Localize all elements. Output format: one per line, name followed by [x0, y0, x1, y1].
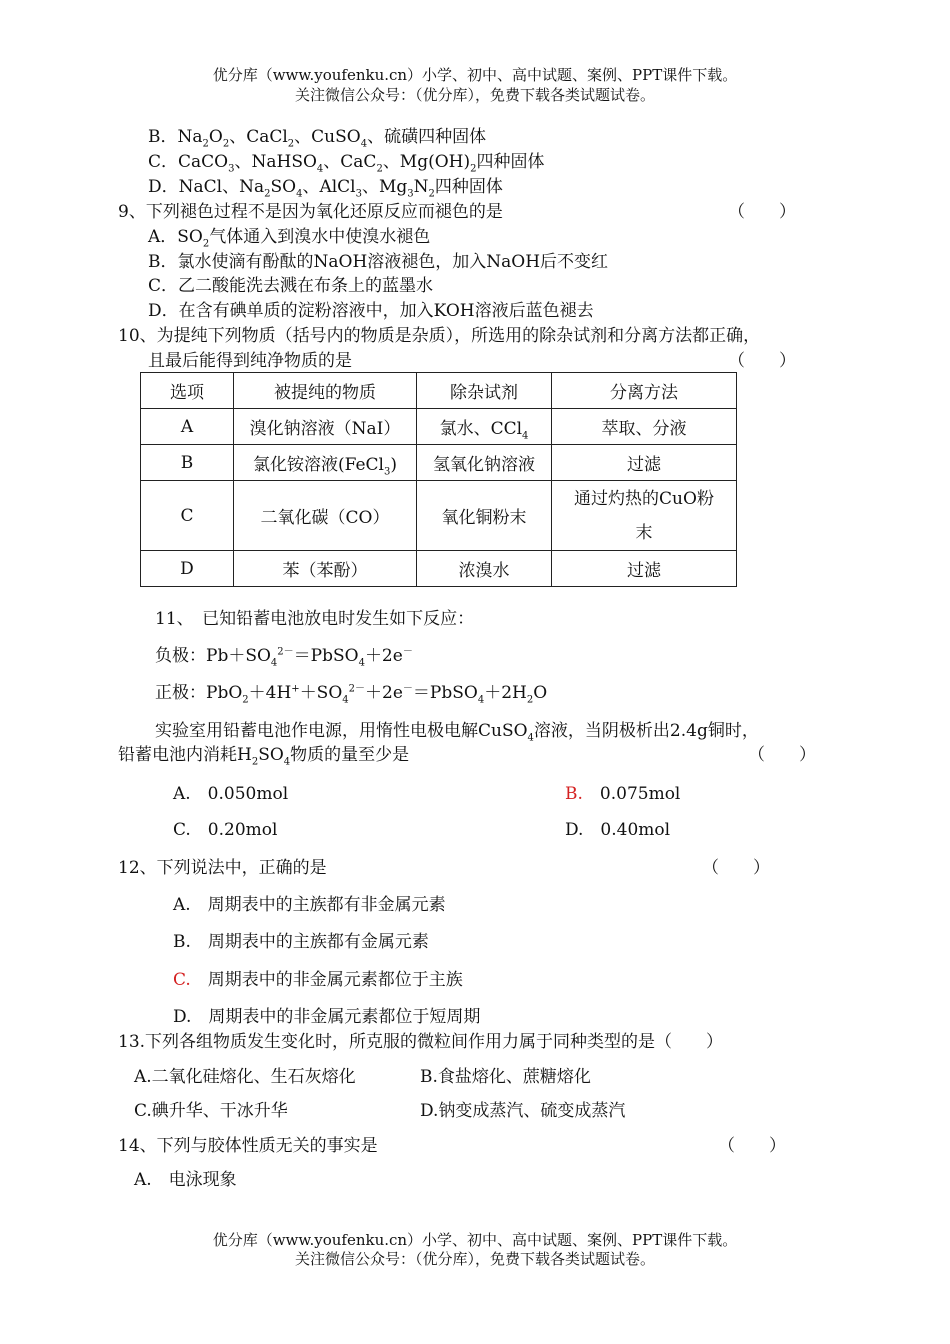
- table-cell-option: A: [141, 409, 234, 445]
- table-row: [141, 445, 737, 481]
- table-cell-method: 过滤: [552, 445, 737, 481]
- table-cell-substance: 溴化钠溶液（NaI）: [234, 409, 417, 445]
- q11-body-line-1: 实验室用铅蓄电池作电源，用惰性电极电解CuSO$_4$溶液，当阴极析出2.4g铜时，: [155, 721, 759, 744]
- q9-option-b: B．氯水使滴有酚酞的NaOH溶液褪色，加入NaOH后不变红: [148, 252, 609, 272]
- q11-body-line-2: 铅蓄电池内消耗$H_2SO_4$物质的量至少是: [118, 745, 410, 768]
- q12-stem: 12、下列说法中，正确的是: [118, 858, 327, 878]
- q11-positive-equation: 正极：$PbO_2+4H^++SO_4^{2-}+2e^-=PbSO_4+2H_2O$: [155, 683, 548, 706]
- table-cell-reagent: 氯水、CCl$_4$: [417, 409, 552, 445]
- q12-option-b: B. 周期表中的主族都有金属元素: [173, 932, 429, 952]
- q14-option-a: A. 电泳现象: [134, 1170, 237, 1190]
- q12-answer-bracket: （ ）: [702, 858, 770, 878]
- q9-option-d: D．在含有碘单质的淀粉溶液中，加入KOH溶液后蓝色褪去: [148, 301, 594, 321]
- q10-answer-bracket: （ ）: [728, 351, 796, 371]
- q14-stem: 14、下列与胶体性质无关的事实是: [118, 1136, 378, 1156]
- q11-answer-bracket: （ ）: [748, 745, 816, 765]
- table-header-cell: 除杂试剂: [417, 373, 552, 409]
- q13-option-c: C.碘升华、干冰升华: [134, 1101, 288, 1121]
- q11-stem: 11、 已知铅蓄电池放电时发生如下反应：: [155, 609, 475, 629]
- q8-option-b: B．$Na_2O_2$、CaCl$_2$、CuSO$_4$、硫磺四种固体: [148, 127, 487, 150]
- q12-option-c: C. 周期表中的非金属元素都位于主族: [173, 970, 463, 990]
- table-cell-reagent: 氢氧化钠溶液: [417, 445, 552, 481]
- q8-option-d: D．NaCl、$Na_2SO_4$、AlCl$_3$、$Mg_3N_2$四种固体: [148, 177, 503, 200]
- table-header-cell: 分离方法: [552, 373, 737, 409]
- q11-option-d: D. 0.40mol: [565, 820, 671, 840]
- q11-option-a: A. 0.050mol: [173, 784, 289, 804]
- q14-answer-bracket: （ ）: [718, 1136, 786, 1156]
- header-line-1: 优分库（www.youfenku.cn）小学、初中、高中试题、案例、PPT课件下载。: [212, 66, 738, 84]
- q9-answer-bracket: （ ）: [728, 202, 796, 222]
- table-header-cell: 被提纯的物质: [234, 373, 417, 409]
- table-cell-method: 萃取、分液: [552, 409, 737, 445]
- table-cell-reagent: 氧化铜粉末: [417, 481, 552, 551]
- footer-line-2: 关注微信公众号：（优分库），免费下载各类试题试卷。: [294, 1250, 655, 1268]
- table-cell-reagent: 浓溴水: [417, 551, 552, 587]
- table-row: [141, 409, 737, 445]
- q12-option-a: A. 周期表中的主族都有非金属元素: [173, 895, 446, 915]
- q9-stem: 9、下列褪色过程不是因为氧化还原反应而褪色的是: [118, 202, 503, 222]
- q9-option-a: A．$SO_2$气体通入到溴水中使溴水褪色: [148, 227, 431, 250]
- table-cell-method: 通过灼热的CuO粉 末: [552, 481, 737, 551]
- q10-table: [140, 372, 737, 587]
- table-cell-substance: 苯（苯酚）: [234, 551, 417, 587]
- q10-stem-line-1: 10、为提纯下列物质（括号内的物质是杂质），所选用的除杂试剂和分离方法都正确，: [118, 326, 761, 346]
- table-row: [141, 481, 737, 551]
- table-cell-substance: 氯化铵溶液(FeCl$_3$): [234, 445, 417, 481]
- q11-option-b: B. 0.075mol: [565, 784, 681, 804]
- q8-option-c: C．CaCO$_3$、NaHSO$_4$、CaC$_2$、$Mg(OH)_2$四种固体: [148, 152, 545, 175]
- q13-stem: 13.下列各组物质发生变化时，所克服的微粒间作用力属于同种类型的是（ ）: [118, 1032, 724, 1052]
- table-cell-substance: 二氧化碳（CO）: [234, 481, 417, 551]
- table-cell-option: B: [141, 445, 234, 481]
- table-cell-option: C: [141, 481, 234, 551]
- q11-option-c: C. 0.20mol: [173, 820, 278, 840]
- q11-negative-equation: 负极：$Pb+SO_4^{2-}=PbSO_4+2e^-$: [155, 646, 413, 669]
- table-cell-method: 过滤: [552, 551, 737, 587]
- footer-line-1: 优分库（www.youfenku.cn）小学、初中、高中试题、案例、PPT课件下载。: [212, 1231, 738, 1249]
- table-header-cell: 选项: [141, 373, 234, 409]
- q13-option-a: A.二氧化硅熔化、生石灰熔化: [134, 1067, 356, 1087]
- q13-option-b: B.食盐熔化、蔗糖熔化: [420, 1067, 591, 1087]
- answer-marker: B.: [565, 784, 583, 804]
- table-row: [141, 551, 737, 587]
- table-cell-option: D: [141, 551, 234, 587]
- q10-stem-line-2: 且最后能得到纯净物质的是: [148, 351, 352, 371]
- q9-option-c: C．乙二酸能洗去溅在布条上的蓝墨水: [148, 276, 434, 296]
- q12-option-d: D. 周期表中的非金属元素都位于短周期: [173, 1007, 481, 1027]
- header-line-2: 关注微信公众号：（优分库），免费下载各类试题试卷。: [294, 86, 655, 104]
- answer-marker: C.: [173, 970, 191, 990]
- q13-option-d: D.钠变成蒸汽、硫变成蒸汽: [420, 1101, 626, 1121]
- table-header-row: [141, 373, 737, 409]
